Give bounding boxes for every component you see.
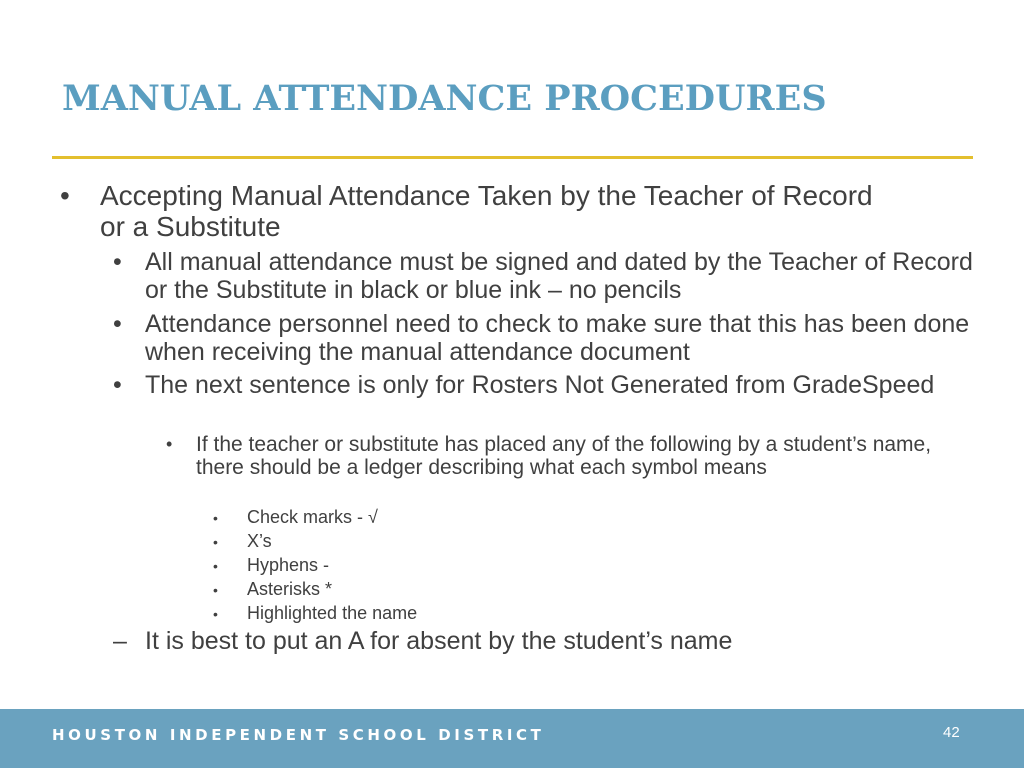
bullet-dot: • [113, 310, 122, 338]
symbol-item [213, 530, 847, 552]
sub-bullet-2 [113, 310, 975, 366]
bullet-dot: • [213, 510, 218, 526]
bullet-dot: • [60, 180, 70, 211]
symbol-text: Highlighted the name [247, 603, 418, 623]
symbol-item [213, 602, 847, 624]
symbol-text: Asterisks * [247, 579, 333, 599]
dash-marker: – [113, 627, 127, 655]
title-divider [52, 156, 973, 159]
sub-bullet-text: Attendance personnel need to check to make sure that this has been done when receiving the manual attendance document [145, 310, 970, 366]
sub-bullet-text: All manual attendance must be signed and dated by the Teacher of Record or the Substitute in black or blue ink – no pencils [145, 248, 973, 304]
nested-bullet [166, 433, 966, 479]
main-bullet [60, 180, 900, 242]
sub-bullet-3 [113, 371, 975, 399]
symbol-item [213, 578, 847, 600]
page-number: 42 [943, 724, 960, 741]
bullet-dot: • [113, 248, 122, 276]
bullet-dot: • [113, 371, 122, 399]
symbol-text: X’s [247, 531, 272, 551]
footer-bar [0, 709, 1024, 768]
symbol-item [213, 506, 847, 528]
slide-title: MANUAL ATTENDANCE PROCEDURES [62, 78, 827, 119]
main-bullet-text: Accepting Manual Attendance Taken by the Teacher of Record or a Substitute [100, 180, 873, 242]
symbol-text: Hyphens - [247, 555, 330, 575]
sub-bullet-1 [113, 248, 975, 304]
symbol-item [213, 554, 847, 576]
dash-item [113, 627, 965, 655]
footer-organization: HOUSTON INDEPENDENT SCHOOL DISTRICT [52, 726, 545, 744]
nested-bullet-text: If the teacher or substitute has placed any of the following by a student’s name, there should be a ledger describing what each symbol means [196, 433, 932, 479]
symbol-text: Check marks - √ [247, 507, 378, 527]
bullet-dot: • [213, 534, 218, 550]
bullet-dot: • [213, 582, 218, 598]
dash-item-text: It is best to put an A for absent by the student’s name [145, 627, 733, 655]
sub-bullet-text: The next sentence is only for Rosters Not Generated from GradeSpeed [145, 371, 935, 399]
bullet-dot: • [213, 606, 218, 622]
bullet-dot: • [213, 558, 218, 574]
bullet-dot: • [166, 434, 173, 454]
